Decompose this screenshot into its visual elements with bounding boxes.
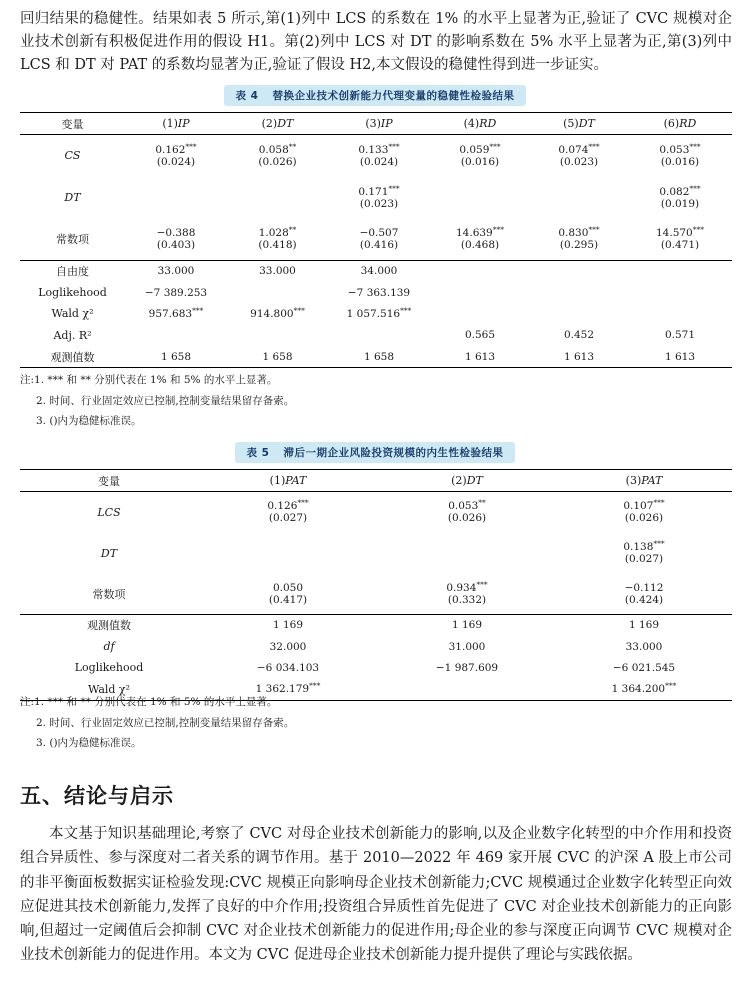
table4-coef-value: 0.082***	[659, 183, 701, 198]
table5-notes	[20, 692, 732, 754]
table4-stat-value	[530, 303, 628, 324]
table4-stat-value	[227, 325, 328, 346]
table4-stat-value: 34.000	[328, 261, 430, 282]
table5-col-header: (1)PAT	[198, 470, 378, 492]
table5-stat-row	[20, 636, 732, 657]
table4-cell	[125, 135, 227, 177]
table4-se-value: (0.026)	[258, 155, 297, 168]
table5-stat-label: 观测值数	[20, 615, 198, 636]
table5-stat-value: 1 169	[198, 615, 378, 636]
table4-col-header: (4)RD	[430, 113, 530, 135]
table4-stat-value: −7 363.139	[347, 286, 411, 299]
table4-stat-row	[20, 282, 732, 303]
table4-row-label: DT	[64, 191, 81, 204]
table5-cell	[378, 492, 556, 533]
table5-stat-value: 33.000	[625, 640, 663, 653]
table5-note: 3. ()内为稳健标准误。	[36, 737, 142, 749]
table4-stat-row	[20, 325, 732, 346]
table4-stat-value	[530, 261, 628, 282]
table4-cell	[227, 135, 328, 177]
table4-col-header: (3)IP	[328, 113, 430, 135]
table4-stat-label: 观测值数	[20, 346, 125, 367]
table4-col-header: (2)DT	[227, 113, 328, 135]
table5-caption-wrap	[0, 441, 750, 463]
table5-coef-value: 0.107***	[623, 498, 665, 513]
table4-stat-value	[125, 325, 227, 346]
table4-se-value: (0.016)	[460, 155, 500, 168]
table4-cell	[227, 219, 328, 261]
table5-coef-value: 0.053**	[448, 498, 486, 513]
table4-stat-value: 0.452	[563, 329, 595, 342]
table4-coef-row	[20, 135, 732, 177]
table5-coef-row	[20, 492, 732, 533]
table5-se-value: (0.332)	[447, 593, 487, 606]
table4-stat-value	[430, 282, 530, 303]
table4-stat-value: 0.571	[664, 329, 696, 342]
table4-se-value: (0.024)	[359, 155, 399, 168]
table4-coef-value: −0.388	[156, 227, 196, 240]
table4-se-value: (0.023)	[559, 155, 599, 168]
table5-coef-value: 0.126***	[267, 498, 309, 513]
table5-se-value: (0.417)	[268, 593, 308, 606]
table4-stat-row	[20, 261, 732, 282]
table5-number: 表 5	[246, 447, 270, 459]
table5-stat-value: 32.000	[269, 640, 307, 653]
table4-coef-value: 0.074***	[558, 141, 600, 156]
table5-cell	[198, 533, 378, 574]
table5-stat-row	[20, 615, 732, 636]
table4-cell	[430, 177, 530, 219]
table4-var-header: 变量	[20, 113, 125, 135]
table4-stat-value	[430, 261, 530, 282]
table4-stat-value: 33.000	[125, 261, 227, 282]
table5-stat-label: df	[103, 640, 115, 654]
table5-var-header: 变量	[20, 470, 198, 492]
table5-se-value: (0.027)	[624, 553, 664, 565]
table4-note: 2. 时间、行业固定效应已控制,控制变量结果留存备索。	[36, 394, 295, 407]
table4-stat-value	[227, 282, 328, 303]
table4-cell	[430, 135, 530, 177]
table5-coef-value: 0.934***	[446, 579, 488, 594]
table4-stat-value	[328, 325, 430, 346]
table4-stat-value	[628, 303, 732, 324]
table4-stat-row	[20, 346, 732, 367]
table4-coef-value: 0.059***	[459, 141, 501, 156]
table5-stat-value: −6 021.545	[612, 661, 676, 674]
table4-stat-label: Wald χ²	[51, 307, 94, 321]
table5-stat-value: 1 364.200***	[556, 679, 732, 700]
table4-coef-value: 0.830***	[558, 225, 600, 240]
table5-coef-value: 0.050	[272, 581, 304, 594]
table4-coef-value: 0.171***	[358, 183, 400, 198]
table4-notes	[20, 370, 732, 432]
table4-se-value: (0.024)	[156, 155, 196, 168]
section-title: 五、结论与启示	[20, 784, 174, 808]
table4-stat-label: 自由度	[20, 261, 125, 282]
table4-stat-value: 1 613	[628, 346, 732, 367]
table5-note: 2. 时间、行业固定效应已控制,控制变量结果留存备索。	[36, 716, 295, 729]
table4-cell	[430, 219, 530, 261]
table5-cell	[198, 492, 378, 533]
table5-cell	[378, 533, 556, 574]
table5-coef-value: −0.112	[624, 581, 664, 594]
table5-note: 注:1. *** 和 ** 分别代表在 1% 和 5% 的水平上显著。	[20, 696, 278, 708]
table4-se-value: (0.418)	[258, 239, 297, 252]
table4	[20, 112, 732, 368]
table4-coef-value: 0.133***	[358, 141, 400, 156]
table4-cell	[628, 219, 732, 261]
table4-stat-value: −7 389.253	[144, 286, 208, 299]
table4-coef-value: −0.507	[359, 227, 399, 240]
table5-stat-value: 1 362.179***	[198, 679, 378, 700]
table4-coef-value: 0.058**	[258, 141, 297, 156]
table4-stat-value: 1 658	[328, 346, 430, 367]
table5-stat-value: 1 169	[556, 615, 732, 636]
table4-title: 替换企业技术创新能力代理变量的稳健性检验结果	[272, 90, 515, 102]
table5-cell	[556, 574, 732, 615]
table4-cell	[227, 177, 328, 219]
table5-row-label: DT	[100, 546, 118, 560]
table4-row-label: 常数项	[56, 233, 89, 247]
table5-caption	[235, 442, 516, 463]
table4-se-value: (0.416)	[359, 239, 399, 252]
intro-paragraph: 回归结果的稳健性。结果如表 5 所示,第(1)列中 LCS 的系数在 1% 的水平上显著为正,验证了 CVC 规模对企业技术创新有积极促进作用的假设 H1。第(2)列中 LCS 对 DT 的影响系数在 5% 水平上显著为正,第(3)列中 LCS 和 DT 对 PAT 的系数均显著为正,验证了假设 H2,本文假设的稳健性得到进一步证实。	[20, 11, 732, 73]
table4-cell	[530, 177, 628, 219]
table4-stat-value: 957.683***	[148, 305, 204, 320]
table4-number: 表 4	[235, 90, 259, 102]
table4-se-value: (0.403)	[156, 239, 196, 252]
table4-cell	[628, 135, 732, 177]
table4-row-label: CS	[64, 149, 81, 163]
table5-stat-label: Loglikehood	[74, 661, 144, 675]
table5-stat-value: 31.000	[448, 640, 486, 653]
table4-cell	[328, 219, 430, 261]
table4-coef-row	[20, 219, 732, 261]
table4-se-value: (0.016)	[660, 155, 700, 168]
table4-coef-value: 0.053***	[659, 141, 701, 156]
table4-cell	[328, 135, 430, 177]
table4-stat-value: 914.800***	[250, 305, 305, 320]
table5-cell	[556, 533, 732, 574]
table4-stat-value: 1 057.516***	[346, 305, 412, 320]
table5-se-value: (0.026)	[624, 512, 664, 525]
table5-col-header: (2)DT	[378, 470, 556, 492]
table4-stat-row	[20, 303, 732, 324]
table4-se-value: (0.019)	[660, 197, 700, 210]
table5-cell	[378, 574, 556, 615]
table4-col-header: (1)IP	[125, 113, 227, 135]
table5-cell	[198, 574, 378, 615]
table4-stat-value	[628, 261, 732, 282]
table4-se-value: (0.023)	[359, 197, 399, 210]
table4-stat-label: Adj. R²	[53, 328, 92, 342]
table4-note: 注:1. *** 和 ** 分别代表在 1% 和 5% 的水平上显著。	[20, 374, 278, 386]
table4-coef-value: 1.028**	[258, 225, 297, 240]
table4-se-value: (0.471)	[660, 239, 700, 252]
table5-coef-row	[20, 533, 732, 574]
table5-cell	[556, 492, 732, 533]
table4-stat-value: 1 613	[530, 346, 628, 367]
table4-stat-value: 1 658	[125, 346, 227, 367]
table5-coef-row	[20, 574, 732, 615]
table4-col-header: (6)RD	[628, 113, 732, 135]
table4-cell	[328, 177, 430, 219]
table4-coef-value: 14.570***	[656, 225, 704, 240]
table4-stat-value	[430, 303, 530, 324]
table4-se-value: (0.295)	[559, 239, 599, 252]
table4-se-value: (0.468)	[460, 239, 500, 252]
table4-cell	[125, 219, 227, 261]
table4-header-row	[20, 113, 732, 135]
table5-stat-value: −6 034.103	[256, 661, 320, 674]
table4-stat-value: 33.000	[227, 261, 328, 282]
table4-stat-value: 1 658	[227, 346, 328, 367]
table5-row-label: 常数项	[92, 587, 126, 601]
table4-stat-value: 1 613	[430, 346, 530, 367]
table4-stat-value	[628, 282, 732, 303]
table5-row-label: LCS	[97, 505, 121, 519]
table5-col-header: (3)PAT	[556, 470, 732, 492]
table5-header-row	[20, 470, 732, 492]
table4-stat-value	[530, 282, 628, 303]
table4-coef-row	[20, 177, 732, 219]
table5-coef-value: 0.138***	[623, 539, 665, 553]
table4-note: 3. ()内为稳健标准误。	[36, 415, 142, 427]
table4-caption	[224, 85, 527, 106]
table5-stat-value: −1 987.609	[435, 661, 499, 674]
table5	[20, 469, 732, 701]
table5-title: 滞后一期企业风险投资规模的内生性检验结果	[283, 447, 504, 459]
table5-stat-row	[20, 657, 732, 678]
table4-stat-value: 0.565	[464, 329, 496, 342]
table4-cell	[530, 135, 628, 177]
table4-cell	[530, 219, 628, 261]
table5-se-value: (0.026)	[447, 512, 487, 525]
table5-stat-value: 1 169	[378, 615, 556, 636]
table5-se-value: (0.027)	[268, 512, 308, 525]
table4-stat-label: Loglikehood	[38, 286, 107, 300]
table4-coef-value: 0.162***	[155, 141, 197, 156]
table4-caption-wrap	[0, 84, 750, 106]
conclusion-paragraph: 本文基于知识基础理论,考察了 CVC 对母企业技术创新能力的影响,以及企业数字化转型的中介作用和投资组合异质性、参与深度对二者关系的调节作用。基于 2010—2022 年 469 家开展 CVC 的沪深 A 股上市公司的非平衡面板数据实证检验发现:CVC 规模正向影响母企业技术创新能力;CVC 规模通过企业数字化转型正向效应促进其技术创新能力,发挥了良好的中介作用;投资组合异质性首先促进了 CVC 对企业技术创新能力的正向影响,但超过一定阈值后会抑制 CVC 对企业技术创新能力的促进作用;母企业的参与深度正向调节 CVC 规模对企业技术创新能力的促进作用。本文为 CVC 促进母企业技术创新能力提升提供了理论与实践依据。	[20, 826, 732, 964]
table4-cell	[628, 177, 732, 219]
table5-se-value: (0.424)	[624, 593, 664, 606]
table4-col-header: (5)DT	[530, 113, 628, 135]
table5-stat-label: Wald χ²	[20, 679, 198, 700]
table4-coef-value: 14.639***	[456, 225, 504, 240]
table4-cell	[125, 177, 227, 219]
